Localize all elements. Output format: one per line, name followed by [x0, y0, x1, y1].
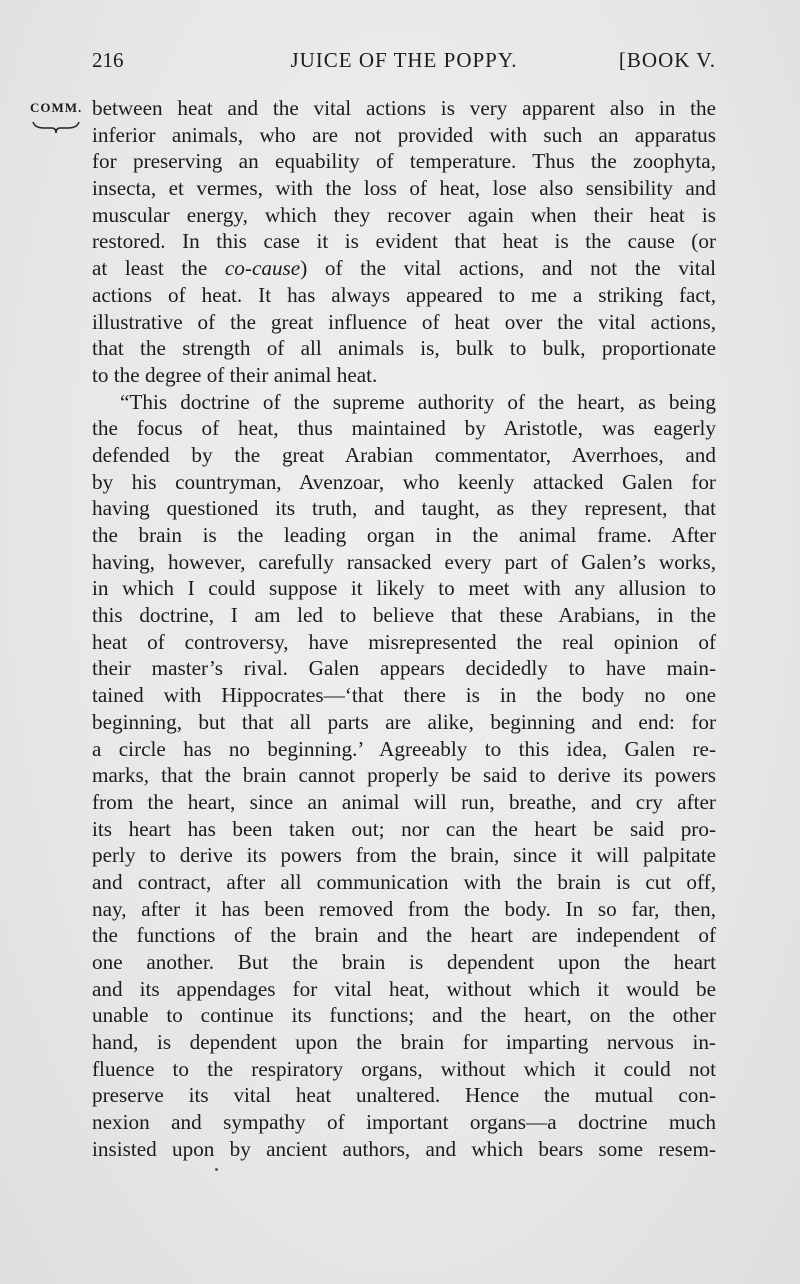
- text-line: nay, after it has been removed from the body. In so far, then,: [92, 896, 716, 921]
- text-line: this doctrine, I am led to believe that these Arabians, in the: [92, 603, 716, 628]
- text-line: that the strength of all animals is, bulk to bulk, proportionate: [92, 336, 716, 361]
- text-line: for preserving an equability of temperature. Thus the zoophyta,: [92, 149, 716, 174]
- text-line: defended by the great Arabian commentator, Averrhoes, and: [92, 442, 716, 467]
- text-line: perly to derive its powers from the brain, since it will palpitate: [92, 843, 716, 868]
- text-line: actions of heat. It has always appeared to me a striking fact,: [92, 282, 716, 307]
- text-line: restored. In this case it is evident that heat is the cause (or: [92, 229, 716, 254]
- text-line: between heat and the vital actions is very apparent also in the: [92, 96, 716, 120]
- text-line: their master’s rival. Galen appears decidedly to have main-: [92, 656, 716, 681]
- ink-speck: [215, 1168, 218, 1171]
- text-line: beginning, but that all parts are alike, beginning and end: for: [92, 709, 716, 734]
- text-line: the brain is the leading organ in the animal frame. After: [92, 523, 716, 547]
- text-line: unable to continue its functions; and the heart, on the other: [92, 1003, 716, 1028]
- text-line: muscular energy, which they recover again when their heat is: [92, 202, 716, 227]
- body-text: [92, 95, 716, 1163]
- text-line: from the heart, since an animal will run, breathe, and cry after: [92, 789, 716, 814]
- brace-icon: [32, 120, 80, 134]
- text-line: at least the co-cause) of the vital actions, and not the vital: [92, 256, 716, 281]
- text-line: the focus of heat, thus maintained by Aristotle, was eagerly: [92, 416, 716, 441]
- text-line: heat of controversy, have misrepresented the real opinion of: [92, 629, 716, 654]
- text-line: insisted upon by ancient authors, and which bears some resem-: [92, 1136, 716, 1161]
- text-line: to the degree of their animal heat.: [92, 362, 378, 387]
- text-line: a circle has no beginning.’ Agreeably to this idea, Galen re-: [92, 736, 716, 761]
- text-line: preserve its vital heat unaltered. Hence the mutual con-: [92, 1083, 716, 1108]
- text-line: illustrative of the great influence of heat over the vital actions,: [92, 309, 716, 334]
- text-line: and contract, after all communication with the brain is cut off,: [92, 869, 716, 894]
- italic-term: co-cause: [224, 256, 301, 281]
- text-line: having, however, carefully ransacked every part of Galen’s works,: [92, 549, 716, 574]
- text-line: and its appendages for vital heat, without which it would be: [92, 976, 716, 1001]
- text-line: one another. But the brain is dependent upon the heart: [92, 950, 716, 974]
- text-line: insecta, et vermes, with the loss of heat, lose also sensibility and: [92, 176, 716, 201]
- running-header: [92, 48, 716, 78]
- text-line: hand, is dependent upon the brain for imparting nervous in-: [92, 1030, 716, 1055]
- text-line: by his countryman, Avenzoar, who keenly attacked Galen for: [92, 469, 716, 494]
- text-line: nexion and sympathy of important organs—a doctrine much: [92, 1110, 716, 1135]
- page-number: 216: [92, 48, 124, 72]
- text-line: marks, that the brain cannot properly be said to derive its powers: [92, 763, 716, 788]
- text-line: in which I could suppose it likely to meet with any allusion to: [92, 576, 716, 601]
- text-line: tained with Hippocrates—‘that there is in the body no one: [92, 683, 716, 708]
- text-line: the functions of the brain and the heart are independent of: [92, 923, 716, 948]
- running-title: JUICE OF THE POPPY.: [290, 48, 518, 72]
- text-line: its heart has been taken out; nor can the heart be said pro-: [92, 816, 716, 841]
- margin-note: COMM.: [30, 100, 83, 115]
- text-line: fluence to the respiratory organs, without which it could not: [92, 1056, 716, 1081]
- book-reference: [BOOK V.: [618, 48, 716, 72]
- text-line: inferior animals, who are not provided with such an apparatus: [92, 122, 716, 147]
- text-line: “This doctrine of the supreme authority of the heart, as being: [120, 389, 716, 414]
- text-line: having questioned its truth, and taught, as they represent, that: [92, 496, 716, 521]
